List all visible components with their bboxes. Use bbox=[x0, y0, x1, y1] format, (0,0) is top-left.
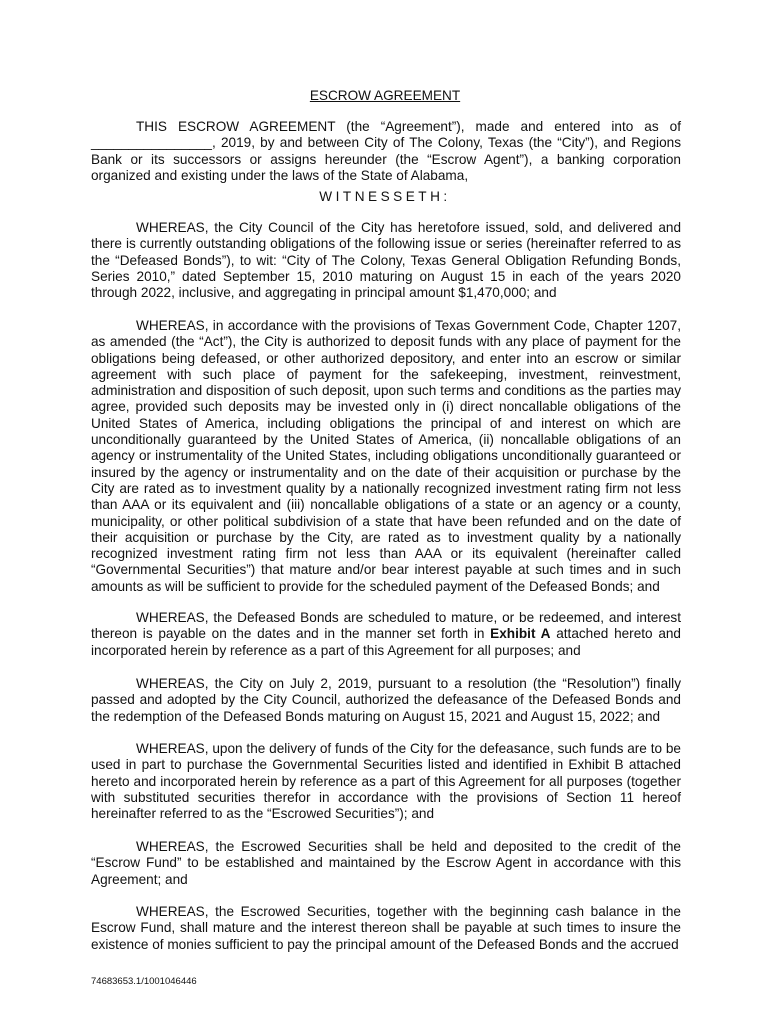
whereas-defeased-bonds-paragraph: WHEREAS, the City Council of the City has heretofore issued, sold, and delivered and there is currently outstanding obligations of the following issue or series (hereinafter referred to as the “Defeased Bonds”), to wit: “City of The Colony, Texas General Obligation Refunding Bonds, Series 2010,” dated September 15, 2010 maturing on August 15 in each of the years 2020 through 2022, inclusive, and aggregating in principal amount $1,470,000; and bbox=[91, 220, 681, 301]
document-footer-id: 74683653.1/1001046446 bbox=[91, 976, 197, 987]
whereas-exhibit-a-paragraph bbox=[91, 610, 681, 659]
whereas-escrow-fund-paragraph: WHEREAS, the Escrowed Securities shall be held and deposited to the credit of the “Escrow Fund” to be established and maintained by the Escrow Agent in accordance with this Agreement; and bbox=[91, 839, 681, 887]
document-title: ESCROW AGREEMENT bbox=[309, 88, 461, 103]
witnesseth-heading: WITNESSETH: bbox=[319, 189, 451, 204]
intro-paragraph: THIS ESCROW AGREEMENT (the “Agreement”), made and entered into as of ________________, 2019, by and between City of The Colony, Texas (the “City”), and Regions Bank or its successors or assigns hereunder (the “Escrow Agent”), a banking corporation organized and existing under the laws of the State of Alabama, bbox=[91, 119, 681, 183]
whereas-exhibit-a-text-before: WHEREAS, the Defeased Bonds are scheduled to mature, or be redeemed, and interest thereon is payable on the dates and in the manner set forth in bbox=[91, 610, 681, 642]
whereas-exhibit-a-text-after: attached hereto and incorporated herein by reference as a part of this Agreement for all purposes; and bbox=[91, 626, 681, 658]
whereas-sufficiency-paragraph: WHEREAS, the Escrowed Securities, together with the beginning cash balance in the Escrow Fund, shall mature and the interest thereon shall be payable at such times to insure the existence of monies sufficient to pay the principal amount of the Defeased Bonds and the accrued bbox=[91, 904, 681, 952]
whereas-act-paragraph: WHEREAS, in accordance with the provisions of Texas Government Code, Chapter 1207, as amended (the “Act”), the City is authorized to deposit funds with any place of payment for the obligations being defeased, or other authorized depository, and enter into an escrow or similar agreement with such place of payment for the safekeeping, investment, reinvestment, administration and disposition of such deposit, upon such terms and conditions as the parties may agree, provided such deposits may be invested only in (i) direct noncallable obligations of the United States of America, including obligations the principal of and interest on which are unconditionally guaranteed by the United States of America, (ii) noncallable obligations of an agency or instrumentality of the United States, including obligations unconditionally guaranteed or insured by the agency or instrumentality and on the date of their acquisition or purchase by the City are rated as to investment quality by a nationally recognized investment rating firm not less than AAA or its equivalent and (iii) noncallable obligations of a state or an agency or a county, municipality, or other political subdivision of a state that have been refunded and on the date of their acquisition or purchase by the City, are rated as to investment quality by a nationally recognized investment rating firm not less than AAA or its equivalent (hereinafter called “Governmental Securities”) that mature and/or bear interest payable at such times and in such amounts as will be sufficient to provide for the scheduled payment of the Defeased Bonds; and bbox=[91, 318, 681, 594]
exhibit-a-reference: Exhibit A bbox=[490, 626, 551, 642]
whereas-resolution-paragraph: WHEREAS, the City on July 2, 2019, pursuant to a resolution (the “Resolution”) finally passed and adopted by the City Council, authorized the defeasance of the Defeased Bonds and the redemption of the Defeased Bonds maturing on August 15, 2021 and August 15, 2022; and bbox=[91, 676, 681, 724]
whereas-escrowed-securities-paragraph: WHEREAS, upon the delivery of funds of the City for the defeasance, such funds are to be used in part to purchase the Governmental Securities listed and identified in Exhibit B attached hereto and incorporated herein by reference as a part of this Agreement for all purposes (together with substituted securities therefor in accordance with the provisions of Section 11 hereof hereinafter referred to as the “Escrowed Securities”); and bbox=[91, 741, 681, 822]
